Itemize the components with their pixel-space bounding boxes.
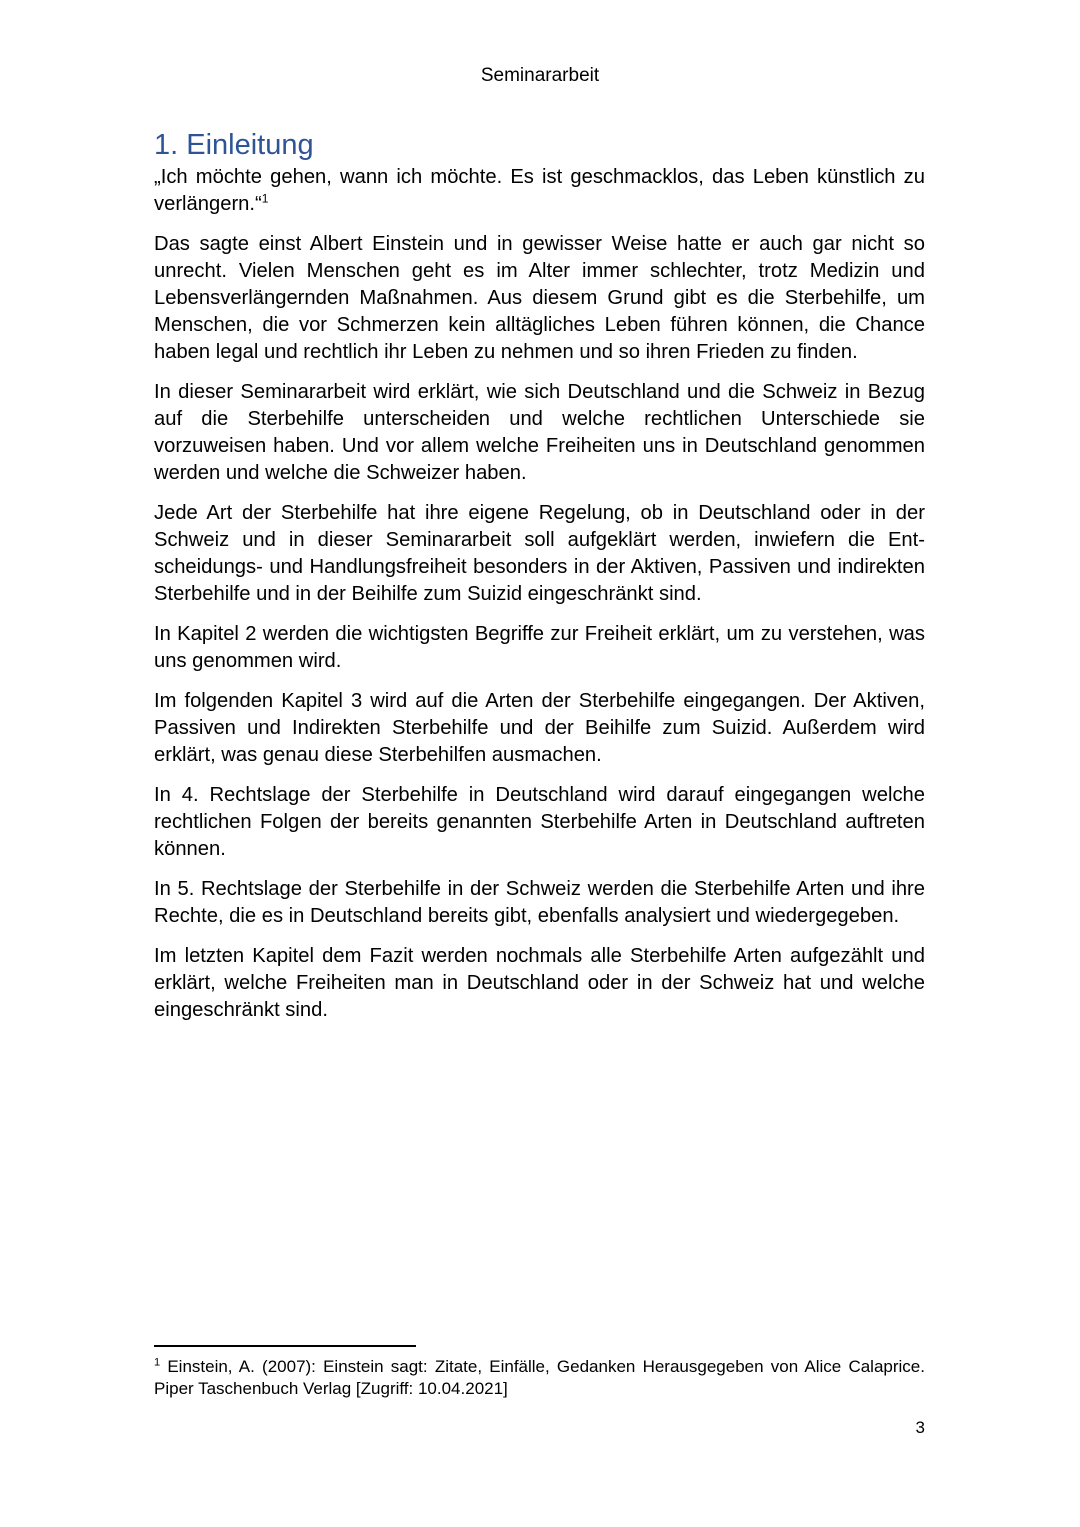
paragraph-chapter-2: In Kapitel 2 werden die wichtigsten Begriffe zur Freiheit erklärt, um zu verstehen, was uns genommen wird. <box>154 623 925 672</box>
footnote <box>154 1356 925 1400</box>
paragraph-chapter-5: In 5. Rechtslage der Sterbehilfe in der Schweiz werden die Sterbehilfe Arten und ihre Rechte, die es in Deutschland bereits gibt, ebenfalls analysiert und wiedergegeben. <box>154 878 925 927</box>
quote-text: „Ich möchte gehen, wann ich möchte. Es ist geschmacklos, das Leben künstlich zu verlängern.“ <box>154 166 925 215</box>
footnote-separator <box>154 1345 416 1347</box>
footnote-reference: 1 <box>261 191 269 206</box>
running-header: Seminararbeit <box>480 65 600 86</box>
footnote-text: Einstein, A. (2007): Einstein sagt: Zitate, Einfälle, Gedanken Herausgegeben von Alice Calaprice. Piper Taschenbuch Verlag [Zugriff: 10.04.2021] <box>154 1357 925 1398</box>
paragraph-einstein-context: Das sagte einst Albert Einstein und in gewisser Weise hatte er auch gar nicht so unrecht. Vielen Menschen geht es im Alter immer schlechter, trotz Medizin und Lebensverlängernden Maßnahmen. Aus diesem Grund gibt es die Sterbehilfe, um Menschen, die vor Schmerzen kein alltägliches Leben führen können, die Chance haben legal und rechtlich ihr Leben zu nehmen und so ihren Frieden zu finden. <box>154 233 925 363</box>
paragraph-purpose: In dieser Seminararbeit wird erklärt, wie sich Deutschland und die Schweiz in Bezug auf die Sterbehilfe unterscheiden und welche rechtlichen Unterschiede sie vorzuweisen haben. Und vor allem welche Freiheiten uns in Deutschland genommen werden und welche die Schweizer haben. <box>154 381 925 484</box>
paragraph-chapter-3: Im folgenden Kapitel 3 wird auf die Arten der Sterbehilfe eingegangen. Der Aktiven, Passiven und Indirekten Sterbehilfe und der Beihilfe zum Suizid. Außerdem wird erklärt, was genau diese Sterbehilfen ausmachen. <box>154 690 925 766</box>
paragraph-chapter-4: In 4. Rechtslage der Sterbehilfe in Deutschland wird darauf eingegangen welche rechtlichen Folgen der bereits genannten Sterbehilfe Arten in Deutschland auftreten können. <box>154 784 925 860</box>
section-heading: 1. Einleitung <box>154 129 314 161</box>
opening-quote <box>154 164 925 218</box>
paragraph-scope: Jede Art der Sterbehilfe hat ihre eigene Regelung, ob in Deutschland oder in der Schweiz und in dieser Seminararbeit soll aufgeklärt werden, inwiefern die Entscheidungs- und Handlungsfreiheit besonders in der Aktiven, Passiven und indirekten Sterbehilfe und in der Beihilfe zum Suizid eingeschränkt sind. <box>154 502 925 605</box>
footnote-number: 1 <box>154 1356 161 1369</box>
main-content <box>154 128 925 1037</box>
page-number: 3 <box>915 1418 925 1437</box>
paragraph-conclusion: Im letzten Kapitel dem Fazit werden nochmals alle Sterbehilfe Arten aufgezählt und erklärt, welche Freiheiten man in Deutschland oder in der Schweiz hat und welche eingeschränkt sind. <box>154 945 925 1021</box>
